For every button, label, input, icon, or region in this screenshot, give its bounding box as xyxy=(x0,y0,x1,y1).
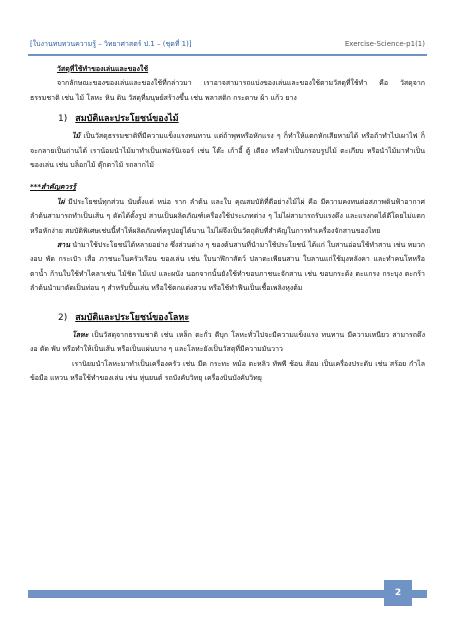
wood-lead: ไม้ xyxy=(72,132,81,141)
palm-text: นำมาใช้ประโยชน์ได้หลายอย่าง ซึ่งส่วนต่าง ๆ ของต้นสานที่นำมาใช้ประโยชน์ ได้แก่ ใบสานอ่อนใช้ทำสาน เช่น หมวก งอบ พัด กระเป๋า เสื่อ ภาชนะในครัวเรือน ของเล่น เช่น ใบนาฬิกาสัตว์ ปลาตะเพียนสาน ใบลานแก่ใช้มุงหลังคา และทำคนโทหรือตาน้ำ ก้านใบใช้ทำไคลาเช่น ไม้ชิด ไม้แป และผนัง นอกจากนั้นยังใช้ทำขอบภาชนะจักสาน เช่น ขอบกระด้ง ตะแกรง กระบุง ตะกร้า ลำต้นนำมาตัดเป็นท่อน ๆ สำหรับปั้นเล่น หรือใช้ตกแต่งสวน หรือใช้ทำฟืนเป็นเชื้อเพลิงหุงต้ม xyxy=(30,241,425,293)
palm-lead: สาน xyxy=(57,241,70,250)
header-title: [ใบงานทบทวนความรู้ – วิทยาศาสตร์ ป.1 – (ชุดที่ 1)] xyxy=(30,40,192,48)
header-rule xyxy=(28,54,427,56)
wood-number: 1) xyxy=(58,114,68,125)
metal-title: สมบัติและประโยชน์ของโลหะ xyxy=(75,312,190,323)
metal-text: เป็นวัสดุจากธรรมชาติ เช่น เหล็ก ตะกั่ว ดีบุก โลหะทั่วไปจะมีความแข็งแรง ทนทาน มีความเหนียว สามารถดึง งอ ตัด พับ หรือทำให้เป็นเส้น หรือเป็นแผ่นบาง ๆ และโลหะยังเป็นวัสดุที่มีความมันวาว xyxy=(30,330,425,354)
page-number: 2 xyxy=(384,580,412,606)
header-code: Exercise-Science-p1(1) xyxy=(344,40,425,48)
section-heading: วัสดุที่ใช้ทำของเล่นและของใช้ xyxy=(57,65,149,73)
page-header xyxy=(30,37,425,51)
wood-heading xyxy=(58,111,425,127)
wood-text: เป็นวัสดุธรรมชาติที่มีความแข็งแรงทนทาน แต่ถ้าพุพหรือหักแรง ๆ ก็ทำให้แตกหักเสียหายได้ หรือถ้าทำไปเผาไฟ ก็จะกลายเป็นถ่านได้ เราน้อมนำไม้มาทำเป็นเฟอร์นิเจอร์ เช่น โต๊ะ เก้าอี้ ตู้ เตียง หรือทำเป็นกรอบรูปไม้ ตะเกียบ หรือนำไม้มาทำเป็นของเล่น เช่น บล็อกไม้ ตุ๊กตาไม้ รถลากไม้ xyxy=(30,132,425,170)
spacer xyxy=(30,296,425,304)
bamboo-text: มีประโยชน์ทุกส่วน นับตั้งแต่ หน่อ ราก ลำต้น และใบ คุณสมบัติที่ดีอย่างไม้ไผ่ คือ มีความคงทนต่อสภาพดินฟ้าอากาศ ลำต้นสามารถทำเป็นเส้น ๆ ดัดได้ตั้งรูป สานเป็นผลิตภัณฑ์เครื่องใช้ประเภทต่าง ๆ ไม่ไผ่สามารถรับแรงดึง และแรงกดได้ดีโดยไม่แตกหรือหักง่าย สมบัติพิเศษเช่นนี้ทำให้ผลิตภัณฑ์ครูปอยู่ได้นาน ไม่ไผ่จึงเป็นวัตถุดิบที่สำคัญในการทำเครื่องจักสานของไทย xyxy=(30,197,425,235)
metal-uses-paragraph: เรานิยมนำโลหะมาทำเป็นเครื่องครัว เช่น มีด กระทะ หม้อ ตะหลิว ทัพพี ช้อน ส้อม เป็นเครื่องประดับ เช่น สร้อย กำไลข้อมือ แหวน หรือใช้ทำของเล่น เช่น หุ่นยนต์ รถบังคับวิทยุ เครื่องบินบังคับวิทยุ xyxy=(30,359,425,382)
metal-number: 2) xyxy=(58,312,68,323)
bamboo-lead: ไผ่ xyxy=(57,197,65,206)
metal-heading xyxy=(58,310,425,326)
intro-paragraph: จากลักษณะของของเล่นและของใช้ที่กล่าวมา เราอาจสามารถแบ่งของเล่นและของใช้ตามวัสดุที่ใช้ทำ คือ วัสดุจากธรรมชาติ เช่น ไม้ โลหะ หิน ดิน วัสดุที่มนุษย์สร้างขึ้น เช่น พลาสติก กระดาษ ผ้า แก้ว ยาง xyxy=(30,79,425,102)
metal-paragraph xyxy=(30,328,425,357)
document-body xyxy=(30,62,425,582)
bamboo-paragraph xyxy=(30,195,425,238)
note-heading: ***สำคัญควรรู้ xyxy=(30,183,76,192)
wood-title: สมบัติและประโยชน์ของไม้ xyxy=(75,114,179,125)
palm-paragraph xyxy=(30,238,425,296)
wood-paragraph xyxy=(30,129,425,172)
footer-rule xyxy=(28,590,427,598)
metal-lead: โลหะ xyxy=(72,330,89,339)
